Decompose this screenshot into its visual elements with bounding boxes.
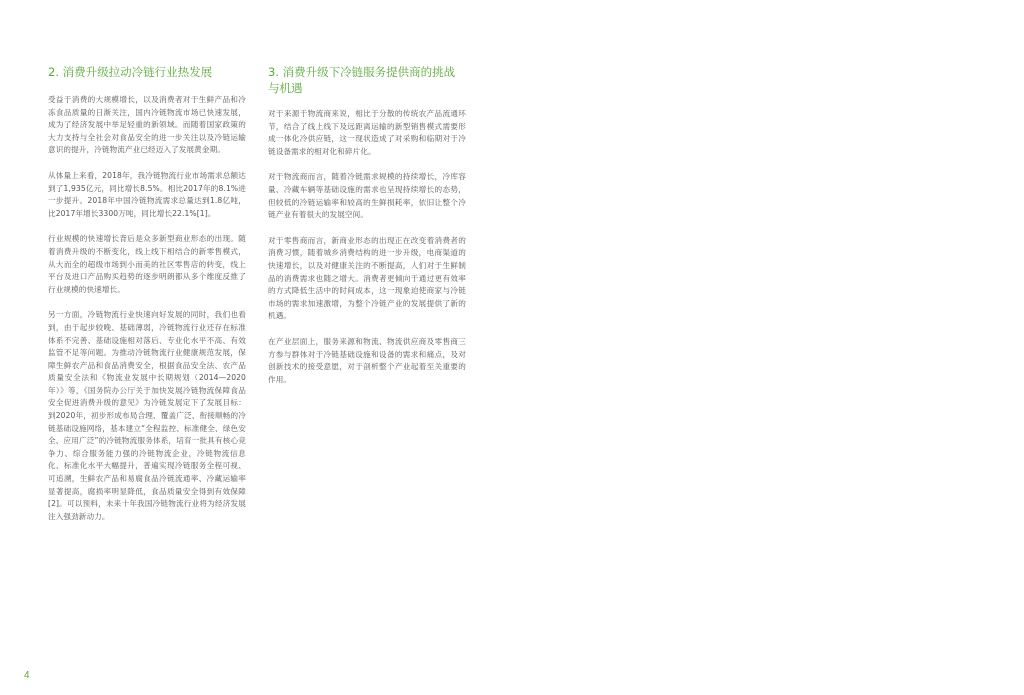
right-column [268,64,466,399]
section-heading-challenges-opportunities: 3. 消费升级下冷链服务提供商的挑战与机遇 [268,65,456,95]
paragraph: 对于零售商而言，新商业形态的出现正在改变着消费者的消费习惯，随着城乡消费结构的进一步升级，电商渠道的快速增长，以及对健康关注的不断提高，人们对于生鲜制品的消费需求也随之增大。消费者更倾向于通过更有效率的方式降低生活中的时间成本，这一现象迫使商家与冷链市场的需求加速激增，为整个冷链产业的发展提供了新的机遇。 [268,235,466,321]
paragraph: 对于物流商而言，随着冷链需求规模的持续增长，冷库容量、冷藏车辆等基础设施的需求也呈现持续增长的态势，但较低的冷链运输率和较高的生鲜损耗率，依旧让整个冷链产业有着很大的发展空间。 [268,172,466,220]
page-number: 4 [24,670,30,681]
paragraph: 在产业层面上，服务来源和物流、物流供应商及零售商三方参与群体对于冷链基础设施和设备的需求和痛点，及对创新技术的接受意愿，对于剖析整个产业起着至关重要的作用。 [268,336,466,384]
paragraph: 从体量上来看，2018年，我冷链物流行业市场需求总额达到了1,935亿元，同比增长8.5%。相比2017年的8.1%进一步提升。2018年中国冷链物流需求总量达到1.8亿吨，比2017年增长3300万吨，同比增长22.1%[1]。 [48,170,246,218]
paragraph: 受益于消费的大规模增长，以及消费者对于生鲜产品和冷冻食品质量的日渐关注，国内冷链物流市场已快速发展，成为了经济发展中举足轻重的新领域。而随着国家政策的大力支持与全社会对食品安全的进一步关注以及冷链运输意识的提升，冷链物流产业已经迈入了发展黄金期。 [48,95,246,155]
paragraph: 对于来源于物流商来说，相比于分散的传统农产品流通环节，结合了线上线下及远距离运输的新型销售模式需要形成一体化冷供应链，这一现状造成了对采购和临期对于冷链设备需求的相对化和碎片化。 [268,109,466,156]
paragraph: 另一方面，冷链物流行业快速向好发展的同时，我们也看到，由于起步较晚、基础薄弱，冷链物流行业还存在标准体系不完善、基础设施相对落后、专业化水平不高、有效监管不足等问题。为推动冷链物流行业健康规范发展，保障生鲜农产品和食品消费安全，根据食品安全法、农产品质量安全法和《物流业发展中长期规划（2014—2020年）》等，《国务院办公厅关于加快发展冷链物流保障食品安全促进消费升级的意见》为冷链发展定下了发展目标：到2020年，初步形成布局合理、覆盖广泛、衔接顺畅的冷链基础设施网络，基本建立“全程监控、标准健全、绿色安全、应用广泛”的冷链物流服务体系，培育一批具有核心竞争力、综合服务能力强的冷链物流企业，冷链物流信息化、标准化水平大幅提升，普遍实现冷链服务全程可视、可追溯，生鲜农产品和易腐食品冷链流通率、冷藏运输率显著提高，腐损率明显降低，食品质量安全得到有效保障[2]。可以预料，未来十年我国冷链物流行业将为经济发展注入强劲新动力。 [48,310,246,521]
left-column [48,64,246,536]
paragraph: 行业规模的快速增长背后是众多新型商业形态的出现。随着消费升级的不断变化，线上线下相结合的新零售模式，从大而全的超级市场到小而美的社区零售店的转变，线上平台及进口产品购买趋势的逐步明朗都从多个维度反推了行业规模的快速增长。 [48,234,246,294]
section-heading-consumption-upgrade: 2. 消费升级拉动冷链行业热发展 [48,65,213,79]
